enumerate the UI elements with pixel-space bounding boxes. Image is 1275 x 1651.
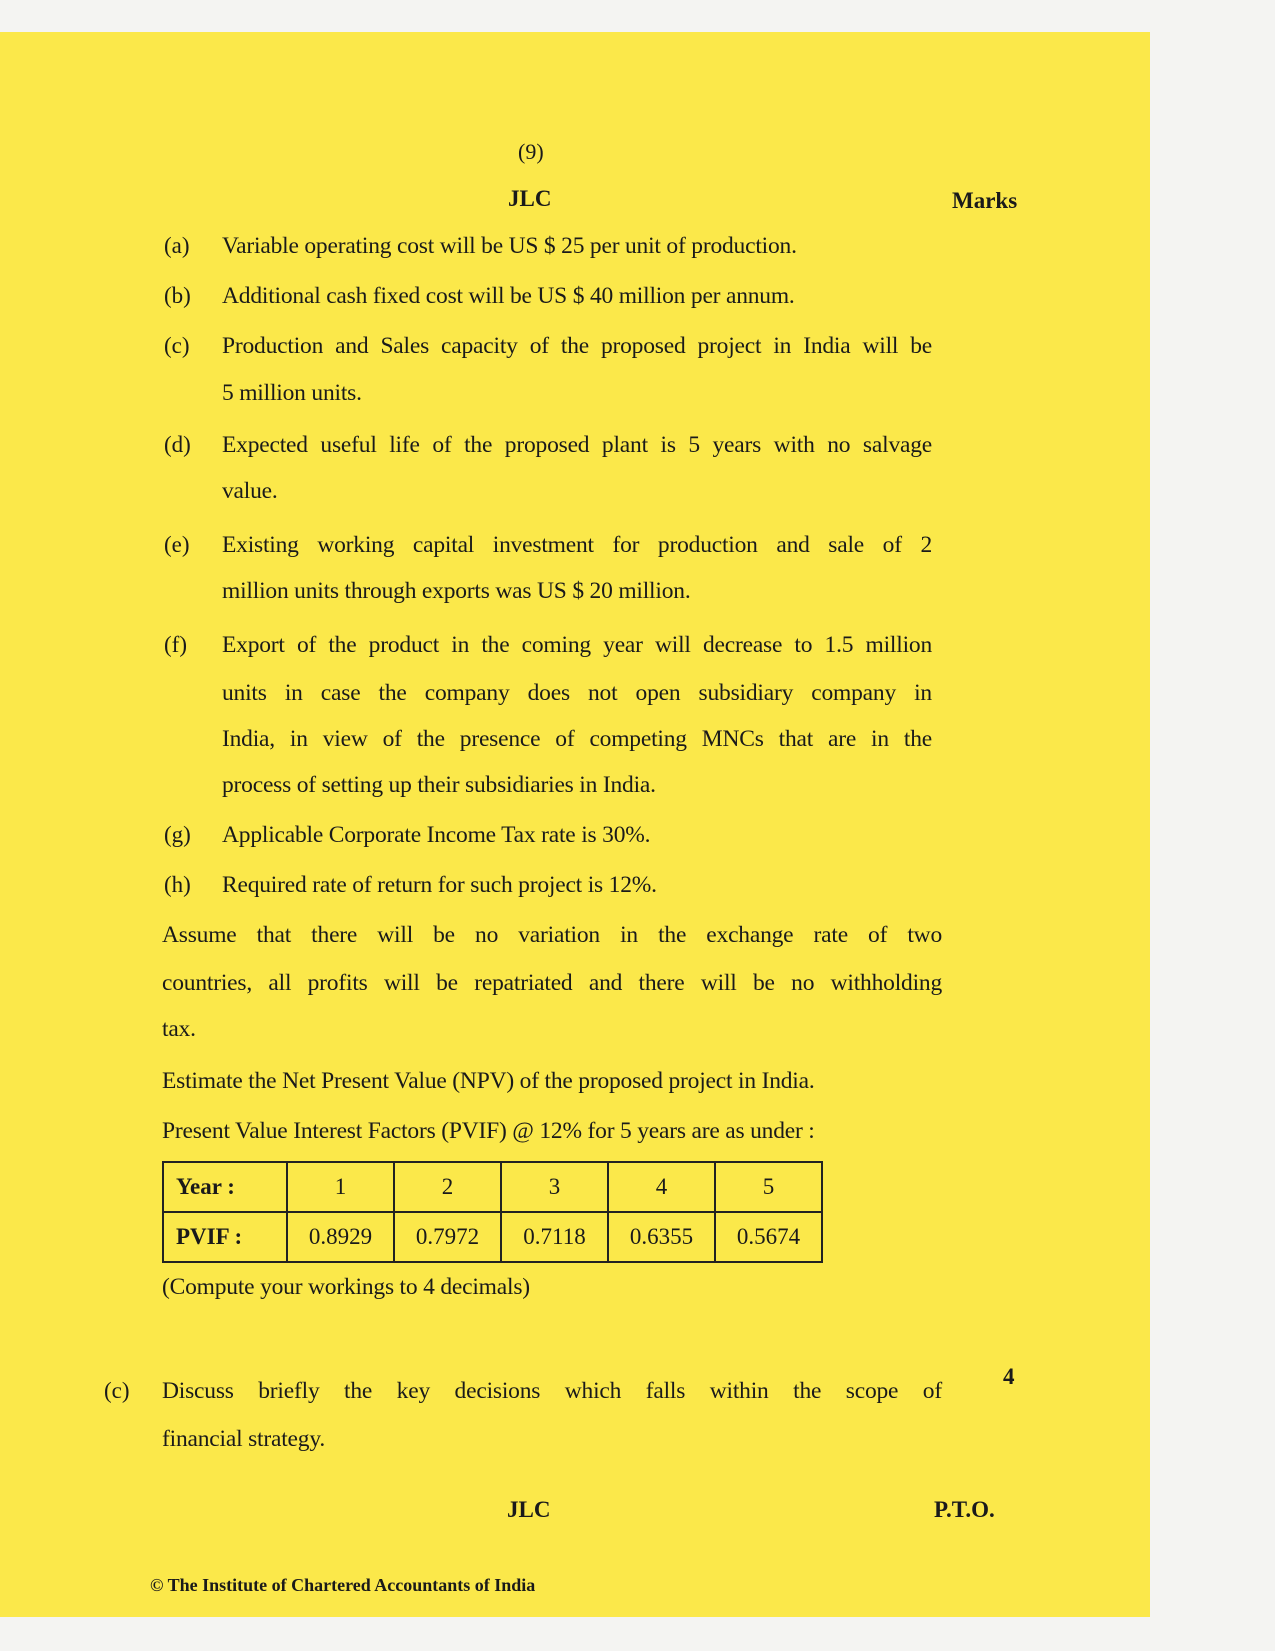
item-text-c-line1: Production and Sales capacity of the proposed project in India will be <box>222 333 932 359</box>
item-text-e-line2: million units through exports was US $ 20 million. <box>222 578 691 604</box>
pvif-intro: Present Value Interest Factors (PVIF) @ 12% for 5 years are as under : <box>162 1118 815 1144</box>
item-label-d: (d) <box>164 432 191 457</box>
item-label-g: (g) <box>164 822 191 847</box>
item-label-a: (a) <box>164 233 190 258</box>
item-text-h: Required rate of return for such project is 12%. <box>222 872 657 898</box>
pto-mark: P.T.O. <box>934 1497 995 1522</box>
item-text-c-line2: 5 million units. <box>222 380 362 406</box>
part-c-marks: 4 <box>1003 1364 1015 1389</box>
item-text-d-line1: Expected useful life of the proposed plant is 5 years with no salvage <box>222 432 932 458</box>
pvif-header: PVIF : <box>163 1212 287 1262</box>
item-label-c: (c) <box>164 333 190 358</box>
part-c-line1: Discuss briefly the key decisions which falls within the scope of <box>162 1378 942 1404</box>
pvif-cell: 0.7118 <box>501 1212 608 1262</box>
pvif-cell: 0.7972 <box>394 1212 501 1262</box>
item-label-e: (e) <box>164 532 190 557</box>
copyright-notice: © The Institute of Chartered Accountants of India <box>150 1575 536 1595</box>
item-text-f-line2: units in case the company does not open subsidiary company in <box>222 680 932 706</box>
year-cell: 3 <box>501 1162 608 1212</box>
paper-code-header: JLC <box>508 186 552 211</box>
part-c-line2: financial strategy. <box>162 1426 326 1452</box>
pvif-cell: 0.8929 <box>287 1212 394 1262</box>
item-text-d-line2: value. <box>222 478 278 504</box>
assume-line2: countries, all profits will be repatriated and there will be no withholding <box>162 970 942 996</box>
year-cell: 2 <box>394 1162 501 1212</box>
year-cell: 4 <box>608 1162 715 1212</box>
pvif-cell: 0.6355 <box>608 1212 715 1262</box>
item-text-f-line4: process of setting up their subsidiaries in India. <box>222 772 656 798</box>
year-cell: 5 <box>715 1162 822 1212</box>
estimate-instruction: Estimate the Net Present Value (NPV) of the proposed project in India. <box>162 1068 815 1094</box>
pvif-factor-row <box>163 1212 822 1262</box>
item-label-f: (f) <box>164 632 187 657</box>
page-number: (9) <box>518 139 544 164</box>
pvif-cell: 0.5674 <box>715 1212 822 1262</box>
year-header: Year : <box>163 1162 287 1212</box>
item-label-h: (h) <box>164 872 191 897</box>
marks-heading: Marks <box>952 188 1018 213</box>
item-text-e-line1: Existing working capital investment for production and sale of 2 <box>222 532 932 558</box>
item-text-a: Variable operating cost will be US $ 25 per unit of production. <box>222 233 797 259</box>
item-label-b: (b) <box>164 283 191 308</box>
assume-line1: Assume that there will be no variation in the exchange rate of two <box>162 922 942 948</box>
paper-code-footer: JLC <box>507 1497 551 1522</box>
assume-line3: tax. <box>162 1016 196 1042</box>
compute-note: (Compute your workings to 4 decimals) <box>162 1274 530 1300</box>
item-text-g: Applicable Corporate Income Tax rate is 30%. <box>222 822 651 848</box>
year-cell: 1 <box>287 1162 394 1212</box>
item-text-b: Additional cash fixed cost will be US $ 40 million per annum. <box>222 283 795 309</box>
pvif-year-row <box>163 1162 822 1212</box>
item-text-f-line1: Export of the product in the coming year will decrease to 1.5 million <box>222 632 932 658</box>
item-text-f-line3: India, in view of the presence of competing MNCs that are in the <box>222 726 932 752</box>
pvif-table <box>162 1161 823 1263</box>
part-c-label: (c) <box>104 1378 130 1403</box>
